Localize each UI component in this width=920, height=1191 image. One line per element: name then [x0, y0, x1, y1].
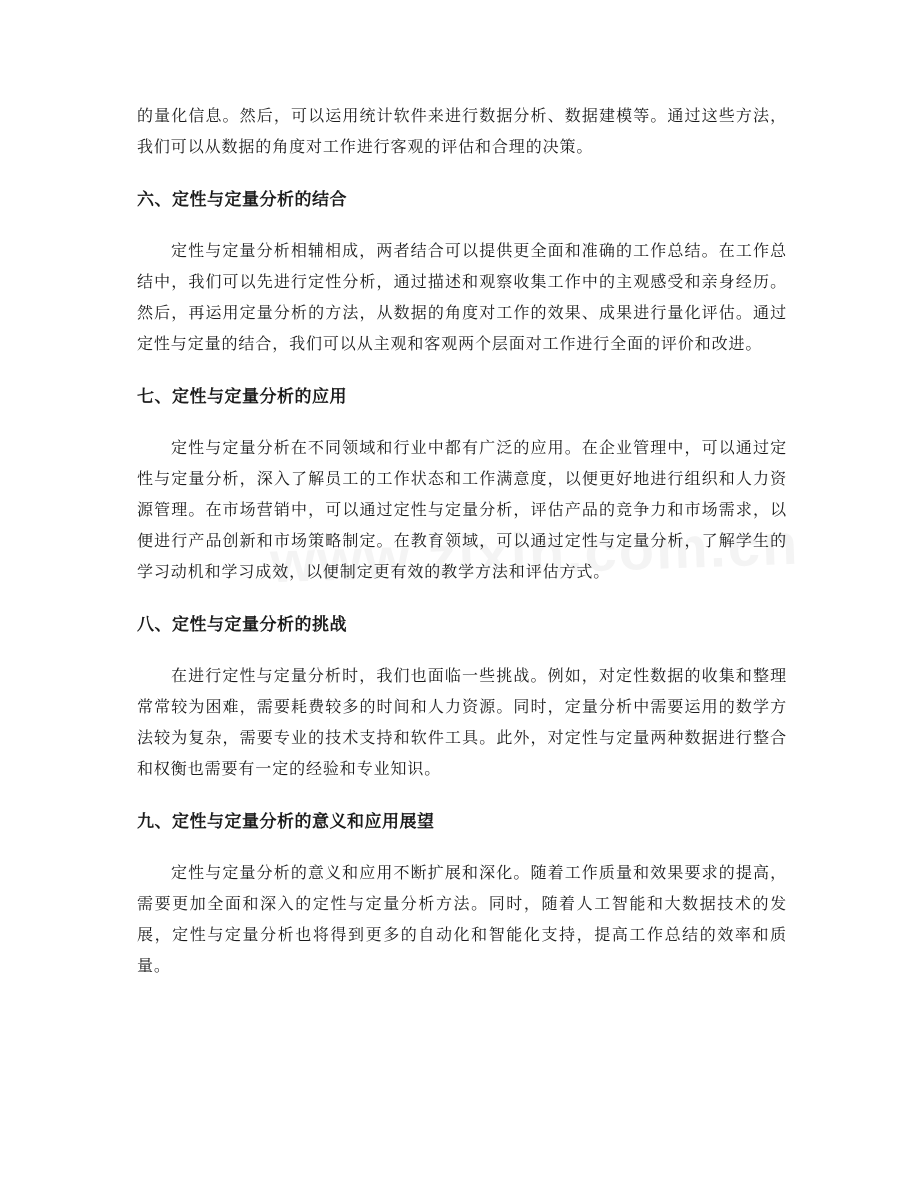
section-body-8: 在进行定性与定量分析时，我们也面临一些挑战。例如，对定性数据的收集和整理常常较为困难，需要耗费较多的时间和人力资源。同时，定量分析中需要运用的数学方法较为复杂，需要专业的技术支持和软件工具。此外，对定性与定量两种数据进行整合和权衡也需要有一定的经验和专业知识。	[137, 666, 787, 778]
section-body-7: 定性与定量分析在不同领域和行业中都有广泛的应用。在企业管理中，可以通过定性与定量分析，深入了解员工的工作状态和工作满意度，以便更好地进行组织和人力资源管理。在市场营销中，可以通过定性与定量分析，评估产品的竞争力和市场需求，以便进行产品创新和市场策略制定。在教育领域，可以通过定性与定量分析，了解学生的学习动机和学习成效，以便制定更有效的教学方法和评估方式。	[137, 438, 787, 581]
section-heading-8: 八、定性与定量分析的挑战	[137, 615, 347, 635]
intro-paragraph: 的量化信息。然后，可以运用统计软件来进行数据分析、数据建模等。通过这些方法，我们可以从数据的角度对工作进行客观的评估和合理的决策。	[137, 106, 787, 156]
section-heading-7: 七、定性与定量分析的应用	[137, 387, 347, 407]
section-body-6: 定性与定量分析相辅相成，两者结合可以提供更全面和准确的工作总结。在工作总结中，我们可以先进行定性分析，通过描述和观察收集工作中的主观感受和亲身经历。然后，再运用定量分析的方法，从数据的角度对工作的效果、成果进行量化评估。通过定性与定量的结合，我们可以从主观和客观两个层面对工作进行全面的评价和改进。	[137, 241, 787, 353]
section-heading-6: 六、定性与定量分析的结合	[137, 190, 347, 210]
document-body	[137, 100, 787, 981]
section-body-9: 定性与定量分析的意义和应用不断扩展和深化。随着工作质量和效果要求的提高，需要更加全面和深入的定性与定量分析方法。同时，随着人工智能和大数据技术的发展，定性与定量分析也将得到更多的自动化和智能化支持，提高工作总结的效率和质量。	[137, 863, 787, 975]
section-heading-9: 九、定性与定量分析的意义和应用展望	[137, 812, 435, 832]
